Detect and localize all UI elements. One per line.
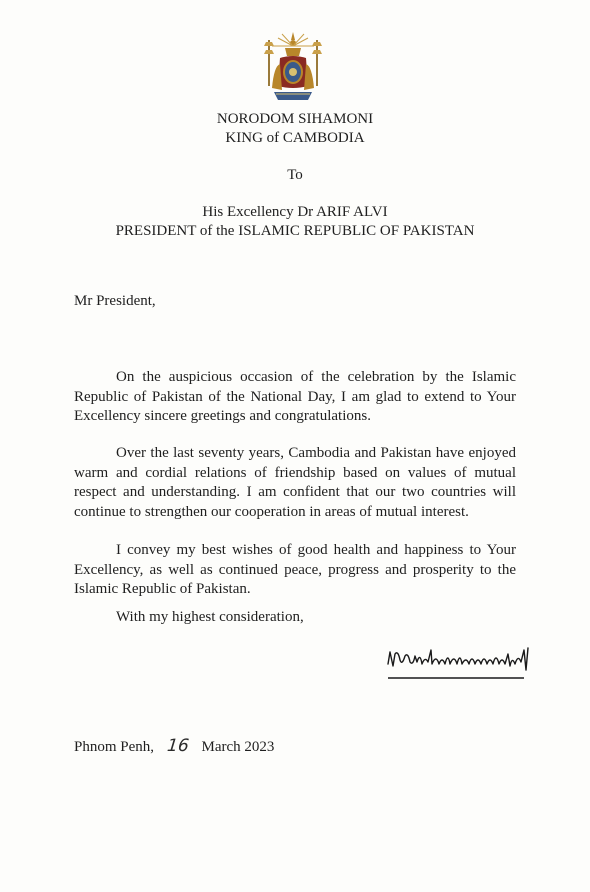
body-paragraph: Over the last seventy years, Cambodia and Pakistan have enjoyed warm and cordial relations of friendship based on values of mutual respect and understanding. I am confident that our two countries will continue to strengthen our cooperation in areas of mutual interest. [74, 445, 516, 520]
recipient-block [0, 203, 590, 241]
closing: With my highest consideration, [116, 609, 304, 625]
body-paragraph: On the auspicious occasion of the celebration by the Islamic Republic of Pakistan of the National Day, I am glad to extend to Your Excellency sincere greetings and congratulations. [74, 369, 516, 424]
salutation: Mr President, [74, 293, 156, 309]
body-paragraph: I convey my best wishes of good health and happiness to Your Excellency, as well as continued peace, progress and prosperity to the Islamic Republic of Pakistan. [74, 542, 516, 597]
date-month-year: March 2023 [201, 739, 275, 755]
signature-icon [384, 642, 534, 688]
date-day-handwritten: 16 [165, 736, 190, 756]
date-place: Phnom Penh, [74, 739, 155, 755]
sender-title: KING of CAMBODIA [225, 130, 365, 146]
sender-name: NORODOM SIHAMONI [216, 111, 374, 127]
recipient-name: His Excellency Dr ARIF ALVI [202, 204, 388, 220]
royal-emblem-icon [258, 30, 328, 106]
to-label: To [287, 167, 303, 183]
date-line [74, 736, 274, 756]
sender-block [0, 110, 590, 148]
recipient-title: PRESIDENT of the ISLAMIC REPUBLIC OF PAKISTAN [115, 223, 475, 239]
